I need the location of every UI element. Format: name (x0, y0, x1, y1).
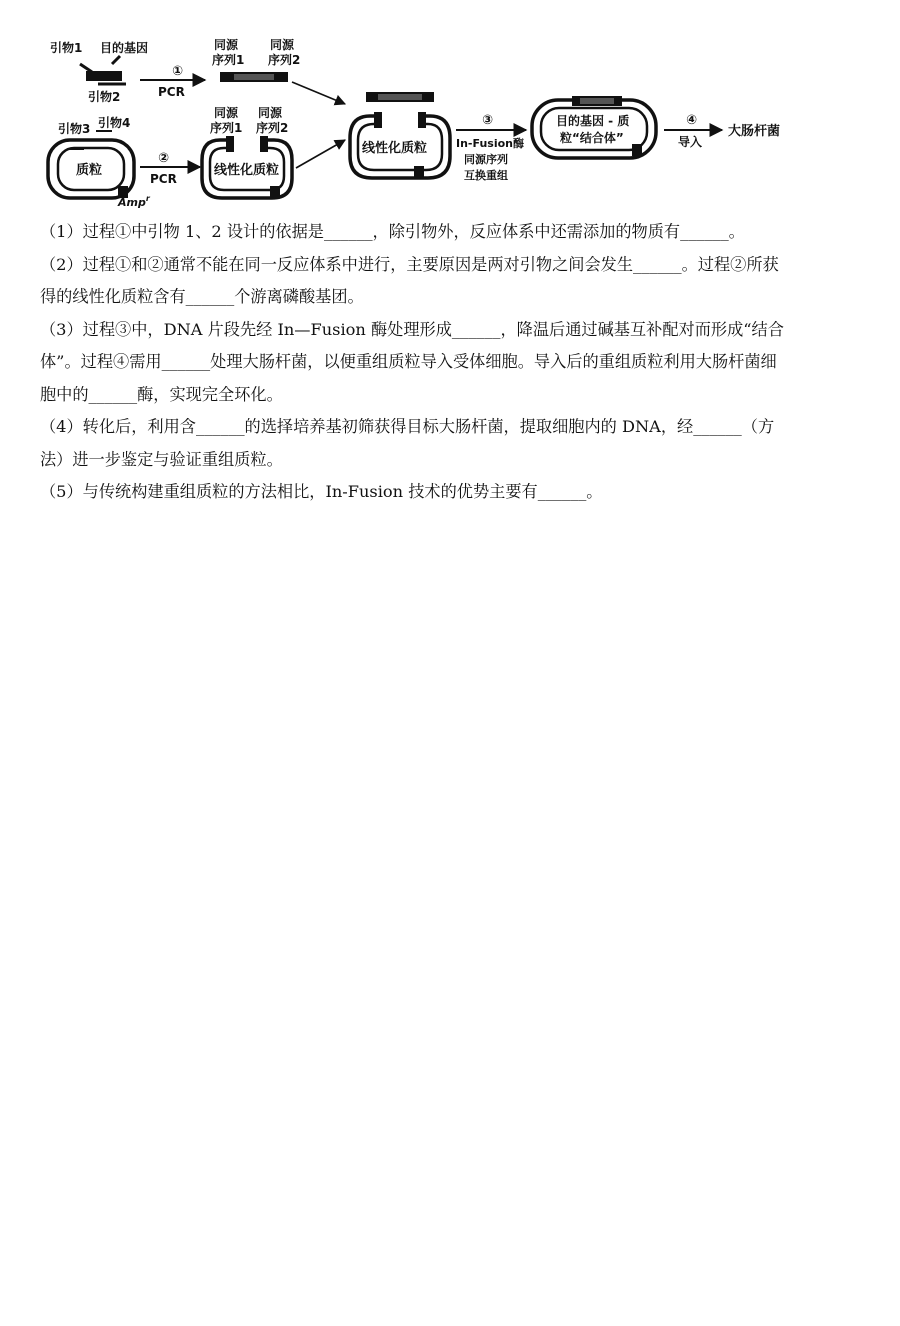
question-1: （1）过程①中引物 1、2 设计的依据是______，除引物外，反应体系中还需添加的物质有______。 (40, 222, 745, 241)
homolog1-label-line1: 同源 (214, 38, 239, 52)
step1-pcr-label: PCR (158, 85, 185, 99)
question-4-line1: （4）转化后，利用含______的选择培养基初筛获得目标大肠杆菌，提取细胞内的 DNA，经______（方 (40, 417, 775, 436)
question-2-line2: 得的线性化质粒含有______个游离磷酸基团。 (40, 287, 364, 306)
ecoli-label: 大肠杆菌 (728, 124, 781, 139)
primer3-label: 引物3 (58, 122, 91, 136)
primer1-label: 引物1 (50, 41, 83, 55)
in-fusion-process-diagram (0, 0, 900, 215)
step4-label: 导入 (678, 135, 703, 149)
target-gene-label: 目的基因 (100, 41, 149, 55)
amp-resistance-label: Amp$^r$ (118, 194, 150, 209)
gene-and-linear-plasmid (350, 92, 450, 178)
homolog2-label-line2: 序列2 (268, 53, 301, 67)
merge-arrow-top (292, 82, 345, 104)
complex-label-line1: 目的基因 - 质 (556, 114, 630, 128)
question-3-line1: （3）过程③中，DNA 片段先经 In—Fusion 酶处理形成______，降温后通过碱基互补配对而形成“结合 (40, 319, 784, 339)
step2-pcr-label: PCR (150, 172, 177, 186)
homolog2-label-line1: 同源 (270, 38, 295, 52)
step3-number: ③ (482, 113, 494, 128)
primer2-label: 引物2 (88, 90, 121, 104)
question-3-line3: 胞中的______酶，实现完全环化。 (40, 384, 283, 404)
step1-number: ① (172, 64, 184, 79)
merge-arrow-bottom (296, 140, 345, 168)
step2-number: ② (158, 151, 170, 166)
question-5: （5）与传统构建重组质粒的方法相比，In-Fusion 技术的优势主要有______。 (40, 482, 603, 501)
complex-label-line2: 粒“结合体” (560, 131, 624, 145)
step3-label-line3: 互换重组 (464, 169, 508, 182)
homolog1-label-line2: 序列1 (212, 53, 245, 67)
target-gene-fragment (80, 56, 126, 84)
homolog1b-label-line1: 同源 (214, 106, 239, 120)
primer4-label: 引物4 (98, 116, 131, 130)
linear-plasmid-label-2: 线性化质粒 (362, 141, 428, 156)
plasmid-label: 质粒 (76, 163, 103, 178)
question-2-line1: （2）过程①和②通常不能在同一反应体系中进行，主要原因是两对引物之间会发生______。过程②所获 (40, 254, 779, 274)
homolog2b-label-line1: 同源 (258, 106, 283, 120)
pcr-product-fragment (220, 72, 288, 82)
homolog1b-label-line2: 序列1 (210, 121, 243, 135)
step3-enzyme-label: In-Fusion酶 (456, 137, 524, 150)
linear-plasmid-label: 线性化质粒 (214, 163, 280, 178)
homolog2b-label-line2: 序列2 (256, 121, 289, 135)
question-4-line2: 法）进一步鉴定与验证重组质粒。 (40, 449, 283, 469)
question-3-line2: 体”。过程④需用______处理大肠杆菌，以便重组质粒导入受体细胞。导入后的重组质粒利用大肠杆菌细 (40, 352, 777, 371)
step3-label-line2: 同源序列 (464, 153, 508, 166)
question-list (40, 216, 870, 509)
step4-number: ④ (686, 113, 698, 128)
